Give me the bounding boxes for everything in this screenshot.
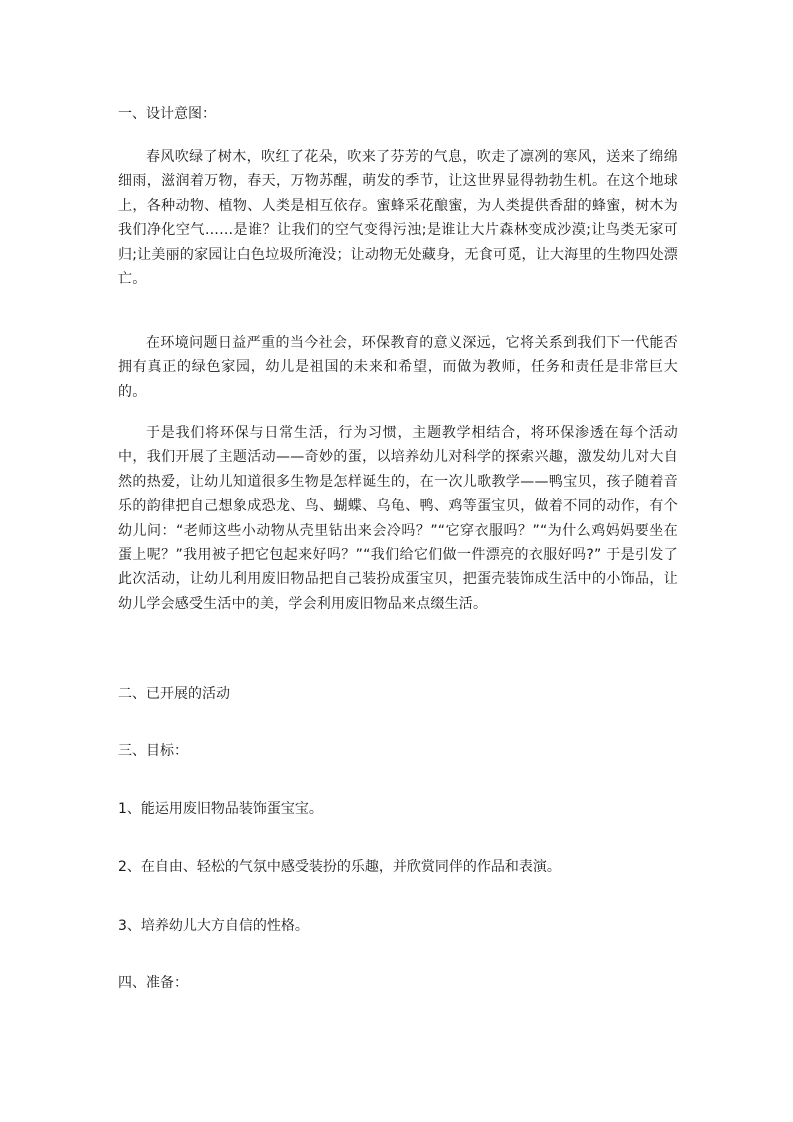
goal-item: 3、培养幼儿大方自信的性格。 — [118, 918, 309, 934]
goal-item: 2、在自由、轻松的气氛中感受装扮的乐趣，并欣赏同伴的作品和表演。 — [118, 859, 561, 875]
section-heading-design-intent: 一、设计意图： — [118, 106, 216, 122]
section-heading-activities: 二、已开展的活动 — [118, 686, 230, 702]
goal-item: 1、能运用废旧物品装饰蛋宝宝。 — [118, 801, 323, 817]
paragraph-activity: 于是我们将环保与日常生活，行为习惯，主题教学相结合，将环保渗透在每个活动中，我们开展了主题活动——奇妙的蛋，以培养幼儿对科学的探索兴趣，激发幼儿对大自然的热爱，让幼儿知道很多生物是怎样诞生的，在一次儿歌教学——鸭宝贝，孩子随着音乐的韵律把自己想象成恐龙、鸟、蝴蝶、乌龟、鸭、鸡等蛋宝贝，做着不同的动作，有个幼儿问：“老师这些小动物从壳里钻出来会冷吗？”“它穿衣服吗？”“为什么鸡妈妈要坐在蛋上呢？”我用被子把它包起来好吗？”“我们给它们做一件漂亮的衣服好吗?” 于是引发了此次活动，让幼儿利用废旧物品把自己装扮成蛋宝贝，把蛋壳装饰成生活中的小饰品，让幼儿学会感受生活中的美，学会利用废旧物品来点缀生活。 — [118, 425, 678, 612]
section-heading-preparation: 四、准备： — [118, 975, 188, 991]
paragraph-spring: 春风吹绿了树木，吹红了花朵，吹来了芬芳的气息，吹走了凛冽的寒风，送来了绵绵细雨，滋润着万物，春天，万物苏醒，萌发的季节，让这世界显得勃勃生机。在这个地球上，各种动物、植物、人类是相互依存。蜜蜂采花酿蜜，为人类提供香甜的蜂蜜，树木为我们净化空气……是谁？让我们的空气变得污浊;是谁让大片森林变成沙漠;让鸟类无家可归;让美丽的家园让白色垃圾所淹没；让动物无处藏身，无食可觅，让大海里的生物四处漂亡。 — [118, 149, 678, 288]
paragraph-environment: 在环境问题日益严重的当今社会，环保教育的意义深远，它将关系到我们下一代能否拥有真正的绿色家园，幼儿是祖国的未来和希望，而做为教师，任务和责任是非常巨大的。 — [118, 335, 678, 400]
section-heading-goals: 三、目标： — [118, 743, 188, 759]
